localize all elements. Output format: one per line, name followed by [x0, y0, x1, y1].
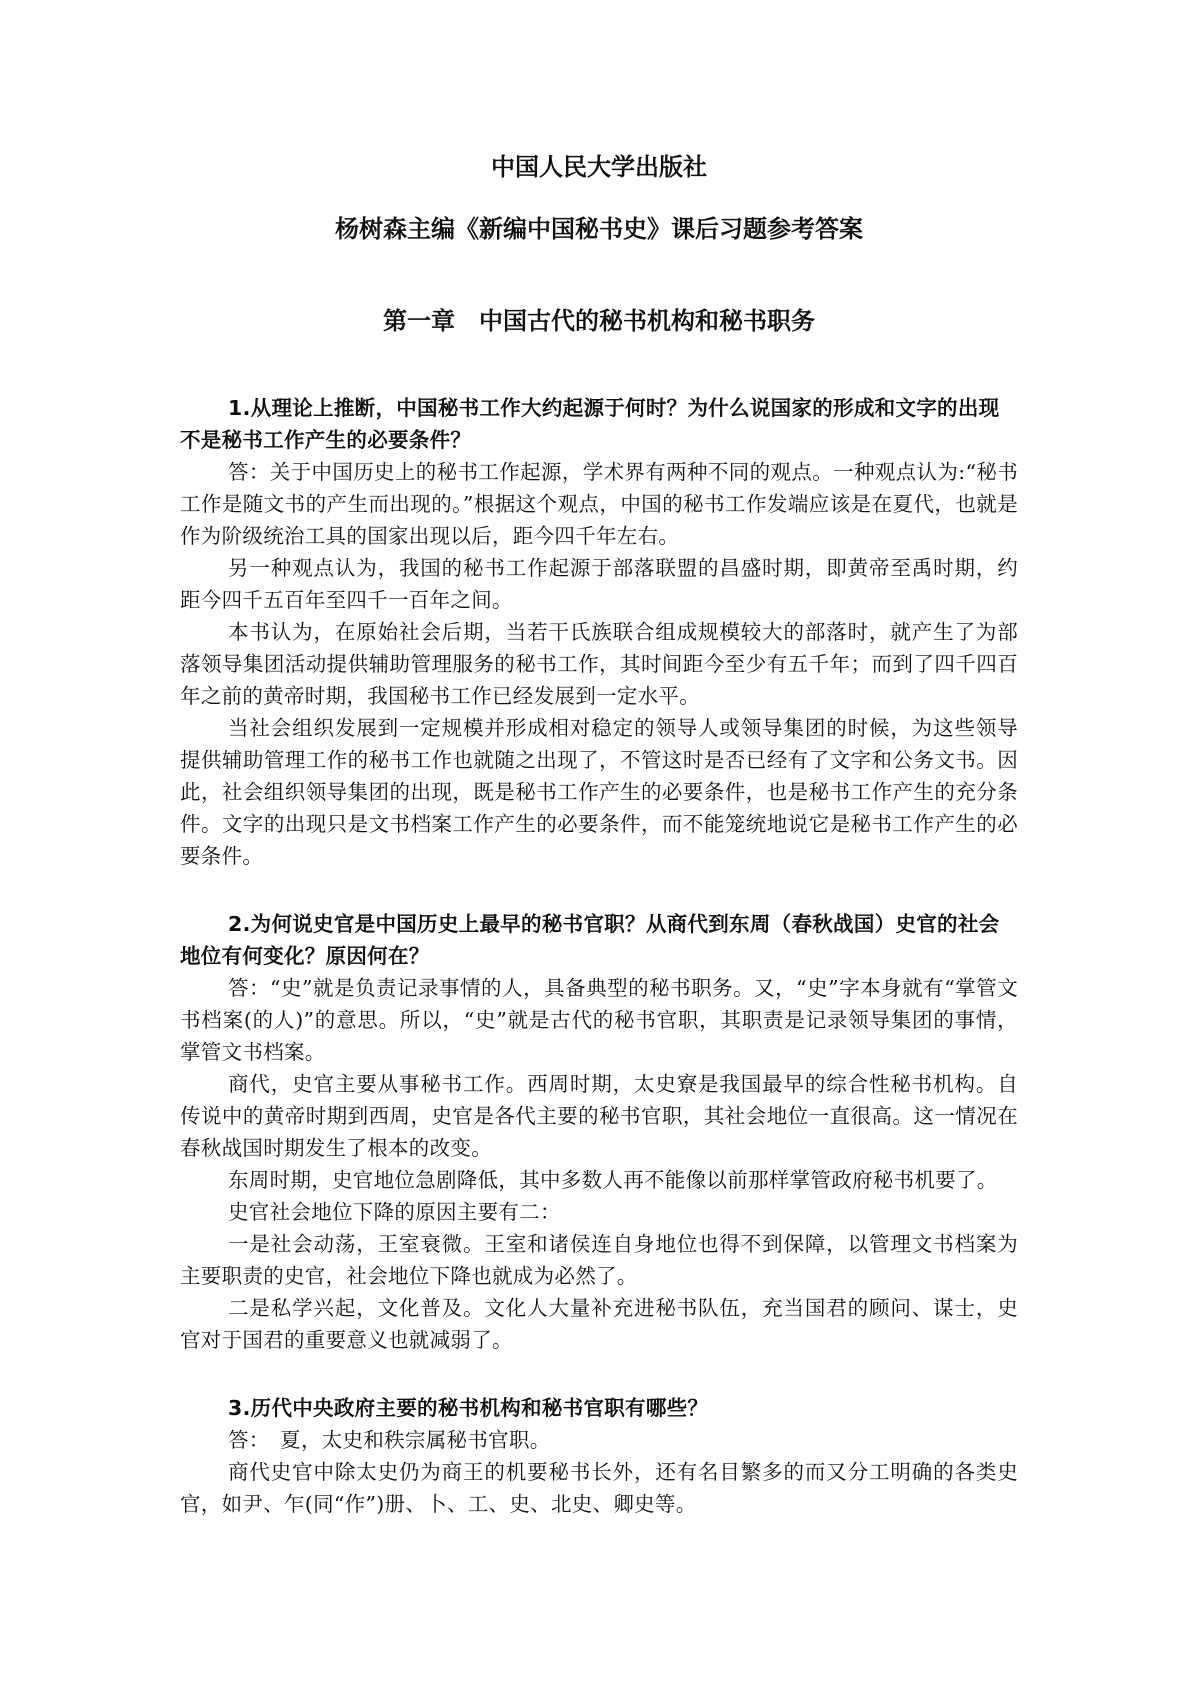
answer-paragraph: 二是私学兴起，文化普及。文化人大量补充进秘书队伍，充当国君的顾问、谋士，史官对于国君的重要意义也就减弱了。 [180, 1296, 1018, 1352]
answer-paragraph: 答： 夏，太史和秩宗属秘书官职。 [228, 1428, 551, 1452]
answer-paragraph: 本书认为，在原始社会后期，当若干氏族联合组成规模较大的部落时，就产生了为部落领导集团活动提供辅助管理服务的秘书工作，其时间距今至少有五千年；而到了四千四百年之前的黄帝时期，我国秘书工作已经发展到一定水平。 [180, 620, 1018, 708]
question-title: 3.历代中央政府主要的秘书机构和秘书官职有哪些？ [228, 1396, 709, 1420]
answer-paragraph: 东周时期，史官地位急剧降低，其中多数人再不能像以前那样掌管政府秘书机要了。 [228, 1168, 998, 1192]
document-page [180, 150, 1018, 1556]
question-2 [180, 908, 1018, 1356]
question-title: 2.为何说史官是中国历史上最早的秘书官职？从商代到东周（春秋战国）史官的社会地位有何变化？原因何在？ [180, 912, 1000, 968]
answer-paragraph: 一是社会动荡，王室衰微。王室和诸侯连自身地位也得不到保障，以管理文书档案为主要职责的史官，社会地位下降也就成为必然了。 [180, 1232, 1018, 1288]
book-title: 杨树森主编《新编中国秘书史》课后习题参考答案 [335, 215, 863, 243]
answer-paragraph: 史官社会地位下降的原因主要有二： [228, 1200, 561, 1224]
answer-paragraph: 答：关于中国历史上的秘书工作起源，学术界有两种不同的观点。一种观点认为:“秘书工作是随文书的产生而出现的。”根据这个观点，中国的秘书工作发端应该是在夏代，也就是作为阶级统治工具的国家出现以后，距今四千年左右。 [180, 460, 1018, 548]
publisher-title: 中国人民大学出版社 [491, 153, 707, 181]
question-3 [180, 1392, 1018, 1520]
question-title: 1.从理论上推断，中国秘书工作大约起源于何时？为什么说国家的形成和文字的出现不是秘书工作产生的必要条件？ [180, 396, 1000, 452]
answer-paragraph: 当社会组织发展到一定规模并形成相对稳定的领导人或领导集团的时候，为这些领导提供辅助管理工作的秘书工作也就随之出现了，不管这时是否已经有了文字和公务文书。因此，社会组织领导集团的出现，既是秘书工作产生的必要条件，也是秘书工作产生的充分条件。文字的出现只是文书档案工作产生的必要条件，而不能笼统地说它是秘书工作产生的必要条件。 [180, 716, 1018, 868]
chapter-title: 第一章 中国古代的秘书机构和秘书职务 [383, 307, 815, 335]
answer-paragraph: 商代，史官主要从事秘书工作。西周时期，太史寮是我国最早的综合性秘书机构。自传说中的黄帝时期到西周，史官是各代主要的秘书官职，其社会地位一直很高。这一情况在春秋战国时期发生了根本的改变。 [180, 1072, 1018, 1160]
answer-paragraph: 另一种观点认为，我国的秘书工作起源于部落联盟的昌盛时期，即黄帝至禹时期，约距今四千五百年至四千一百年之间。 [180, 556, 1018, 612]
answer-paragraph: 商代史官中除太史仍为商王的机要秘书长外，还有名目繁多的而又分工明确的各类史官，如尹、乍(同“作”)册、卜、工、史、北史、卿史等。 [180, 1460, 1018, 1516]
answer-paragraph: 答：“史”就是负责记录事情的人，具备典型的秘书职务。又，“史”字本身就有“掌管文书档案(的人)”的意思。所以，“史”就是古代的秘书官职，其职责是记录领导集团的事情，掌管文书档案。 [180, 976, 1018, 1064]
question-1 [180, 392, 1018, 872]
